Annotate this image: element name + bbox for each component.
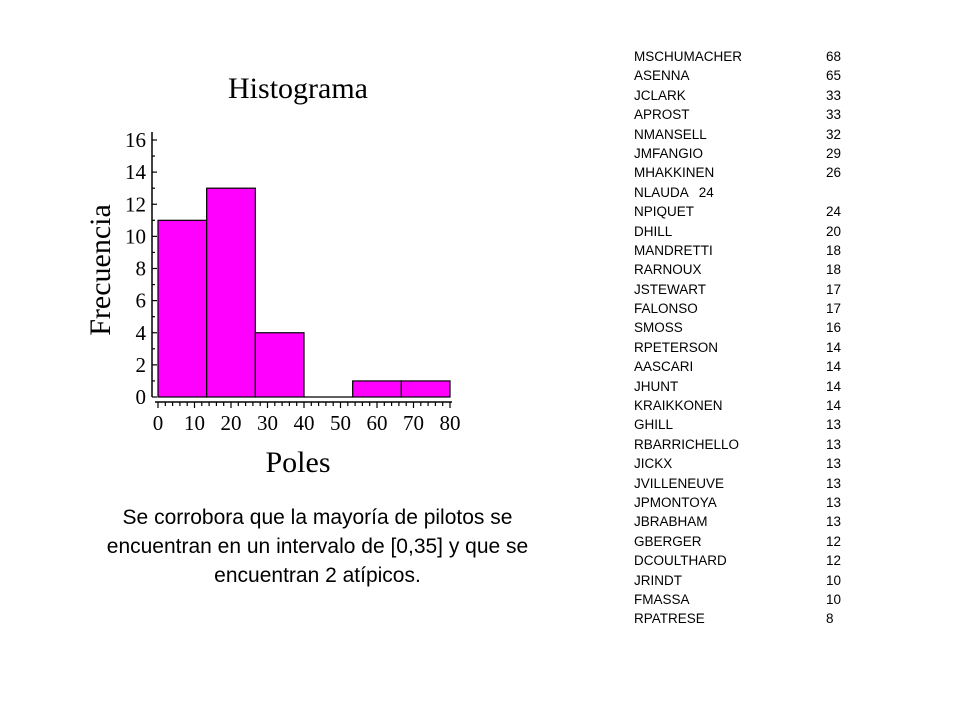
pilot-poles: 24	[698, 184, 714, 200]
x-axis-label: Poles	[265, 446, 331, 479]
pilot-name: FMASSA	[634, 591, 690, 607]
pilot-name: FALONSO	[634, 301, 698, 317]
x-tick-label: 20	[220, 411, 242, 435]
pilot-row	[634, 86, 842, 105]
pilot-row	[634, 280, 842, 299]
pilot-poles: 8	[826, 611, 834, 627]
pilot-row	[634, 299, 842, 318]
pilot-poles: 12	[826, 553, 842, 569]
pilot-name: JPMONTOYA	[634, 494, 717, 510]
y-tick-label: 10	[125, 224, 146, 249]
pilot-poles: 10	[826, 572, 842, 588]
pilot-name: JCLARK	[634, 87, 686, 103]
pilot-poles: 12	[826, 533, 842, 549]
pilot-row	[634, 222, 842, 241]
pilot-poles: 33	[826, 107, 842, 123]
pilot-poles: 13	[826, 436, 842, 452]
pilot-row	[634, 163, 842, 182]
pilot-name: MANDRETTI	[634, 242, 713, 258]
x-tick-label: 50	[330, 411, 351, 435]
pilot-row	[634, 415, 842, 434]
pilot-poles: 13	[826, 417, 842, 433]
pilot-poles: 14	[826, 398, 842, 414]
pilot-row	[634, 66, 842, 85]
pilot-name: NPIQUET	[634, 204, 695, 220]
pilot-row	[634, 609, 834, 628]
pilot-row	[634, 377, 842, 396]
pilot-poles: 10	[826, 591, 842, 607]
histogram-chart	[70, 60, 470, 480]
y-tick-label: 6	[135, 288, 146, 313]
pilot-poles: 18	[826, 242, 842, 258]
pilot-poles: 68	[826, 49, 842, 64]
x-tick-label: 60	[366, 411, 388, 435]
pilot-name: JSTEWART	[634, 281, 707, 297]
pilot-poles: 24	[826, 204, 842, 220]
pilot-name: MHAKKINEN	[634, 165, 715, 181]
pilot-name: SMOSS	[634, 320, 683, 336]
pilot-poles: 32	[826, 126, 842, 142]
y-tick-label: 12	[125, 192, 146, 217]
pilot-name: RPATRESE	[634, 611, 705, 627]
pilot-poles: 33	[826, 87, 842, 103]
y-tick-label: 14	[125, 160, 146, 185]
pilot-row	[634, 144, 842, 163]
pilot-name: NMANSELL	[634, 126, 707, 142]
pilot-poles: 29	[826, 145, 842, 161]
pilot-poles: 13	[826, 456, 842, 472]
pilot-row	[634, 474, 842, 493]
histogram-bar-20-30	[255, 333, 304, 397]
pilot-name: KRAIKKONEN	[634, 398, 723, 414]
pilot-poles: 16	[826, 320, 842, 336]
x-tick-label: 0	[152, 411, 164, 435]
pilot-name: RPETERSON	[634, 339, 719, 355]
pilot-poles: 14	[826, 378, 842, 394]
y-axis-label: Frecuencia	[84, 204, 117, 336]
pilot-name: DHILL	[634, 223, 673, 239]
pilot-row	[634, 260, 842, 279]
pilot-row	[634, 241, 842, 260]
pilot-row	[634, 357, 842, 376]
y-tick-label: 4	[135, 320, 146, 345]
pilot-row	[634, 590, 842, 609]
histogram-bar-50-60	[401, 381, 450, 397]
histogram-bar-10-20	[207, 188, 256, 397]
pilot-name: NLAUDA	[634, 184, 689, 200]
x-tick-label: 10	[184, 411, 205, 435]
y-tick-label: 0	[135, 385, 146, 409]
histogram-bar-0-10	[158, 220, 207, 397]
pilot-name: GBERGER	[634, 533, 702, 549]
pilot-row	[634, 338, 842, 357]
pilot-row	[634, 396, 842, 415]
pilot-row	[634, 512, 842, 531]
pilot-name: JRINDT	[634, 572, 682, 588]
pilot-name: JBRABHAM	[634, 514, 708, 530]
x-tick-label: 30	[257, 411, 278, 435]
pilot-row	[634, 493, 842, 512]
x-tick-label: 80	[439, 411, 461, 435]
pilot-poles: 26	[826, 165, 842, 181]
pilot-poles: 13	[826, 494, 842, 510]
pilot-row	[634, 435, 842, 454]
pilot-name: MSCHUMACHER	[634, 49, 742, 64]
pilot-name: JICKX	[634, 456, 673, 472]
pilot-name: RARNOUX	[634, 262, 702, 278]
pilot-name: JMFANGIO	[634, 145, 704, 161]
pilot-poles: 18	[826, 262, 842, 278]
pilot-row	[634, 47, 842, 66]
pilot-row	[634, 571, 842, 590]
pilot-row	[634, 202, 842, 221]
caption-text: Se corrobora que la mayoría de pilotos se encuentran en un intervalo de [0,35] y que se encuentran 2 atípicos.	[106, 506, 529, 587]
pilot-row	[634, 532, 842, 551]
pilot-row	[634, 551, 842, 570]
chart-title: Histograma	[228, 72, 368, 105]
pilot-row	[634, 183, 742, 202]
histogram-bar-40-50	[353, 381, 402, 397]
pilot-name: ASENNA	[634, 68, 690, 84]
pilot-poles-list	[634, 47, 842, 629]
pilot-poles: 65	[826, 68, 842, 84]
pilot-name: DCOULTHARD	[634, 553, 727, 569]
pilot-row	[634, 454, 842, 473]
x-tick-label: 40	[293, 411, 315, 435]
pilot-name: JVILLENEUVE	[634, 475, 725, 491]
pilot-poles: 17	[826, 301, 842, 317]
pilot-name: JHUNT	[634, 378, 679, 394]
pilot-name: APROST	[634, 107, 690, 123]
y-tick-label: 2	[135, 352, 146, 377]
pilot-poles: 14	[826, 339, 842, 355]
y-tick-label: 16	[125, 128, 146, 152]
pilot-poles: 14	[826, 359, 842, 375]
pilot-name: AASCARI	[634, 359, 694, 375]
pilot-poles: 13	[826, 514, 842, 530]
x-tick-label: 70	[403, 411, 424, 435]
pilot-row	[634, 125, 842, 144]
pilot-name: RBARRICHELLO	[634, 436, 740, 452]
pilot-row	[634, 318, 842, 337]
pilot-poles: 20	[826, 223, 842, 239]
pilot-poles: 13	[826, 475, 842, 491]
pilot-poles: 17	[826, 281, 842, 297]
y-tick-label: 8	[135, 256, 146, 281]
pilot-row	[634, 105, 842, 124]
pilot-name: GHILL	[634, 417, 674, 433]
